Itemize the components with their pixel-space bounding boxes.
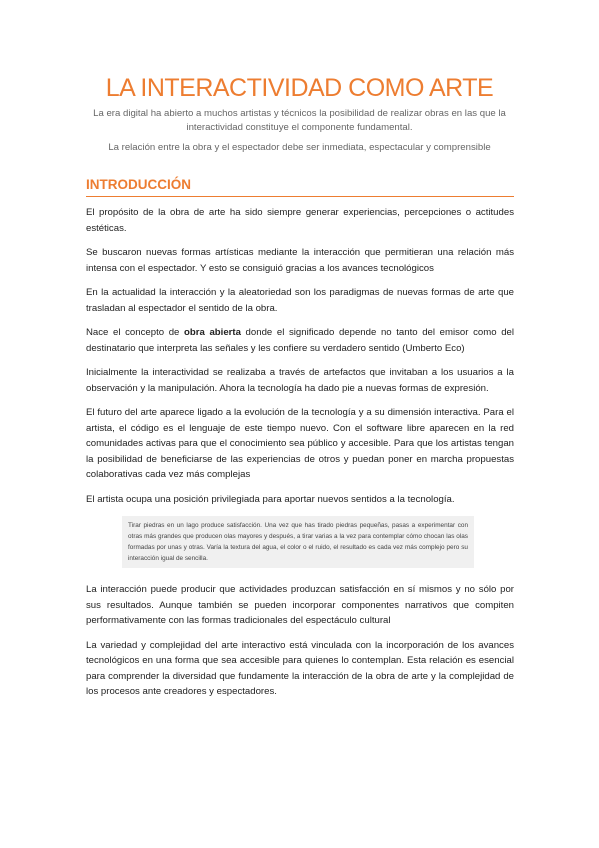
paragraph-9: La variedad y complejidad del arte interactivo está vinculada con la incorporación de los avances tecnológicos en una forma que sea accesible para quienes lo contemplan. Esta relación es esencial para comprender la diversidad que fundamente la interacción de la obra de arte y la complejidad de los procesos ante creadores y espectadores. — [86, 639, 514, 697]
section-divider — [86, 196, 514, 197]
paragraph-8: La interacción puede producir que actividades produzcan satisfacción en sí mismos y no sólo por sus resultados. Aunque también se pueden incorporar componentes narrativos que compiten performativamente con las formas tradicionales del espectáculo cultural — [86, 584, 514, 626]
section-heading: INTRODUCCIÓN — [86, 177, 191, 192]
paragraph-7: El artista ocupa una posición privilegiada para aportar nuevos sentidos a la tecnología. — [86, 493, 455, 505]
paragraph-4-end: donde el significado depende no tanto del emisor como del destinatario que interpreta las señales y les confiere su verdadero sentido (Umberto Eco) — [86, 327, 514, 354]
document-subtitle: La era digital ha abierto a muchos artistas y técnicos la posibilidad de realizar obras en las que la interactividad constituye el componente fundamental. — [93, 108, 506, 133]
paragraph-2: Se buscaron nuevas formas artísticas mediante la interacción que permitieran una relación más intensa con el espectador. Y esto se consiguió gracias a los avances tecnológicos — [86, 247, 514, 274]
paragraph-3: En la actualidad la interacción y la aleatoriedad son los paradigmas de nuevas formas de arte que trasladan al espectador el sentido de la obra. — [86, 287, 514, 314]
paragraph-1: El propósito de la obra de arte ha sido siempre generar experiencias, percepciones o actitudes estéticas. — [86, 207, 514, 234]
paragraph-4 — [86, 325, 514, 356]
quote-box: Tirar piedras en un lago produce satisfacción. Una vez que has tirado piedras pequeñas, pasas a experimentar con otras más grandes que producen olas mayores y después, a tirar varias a la vez para contemplar cómo chocan las olas formadas por unas y otras. Varía la textura del agua, el color o el ruido, el resultado es cada vez más complejo pero su interacción igual de sencilla. — [122, 516, 474, 568]
paragraph-6: El futuro del arte aparece ligado a la evolución de la tecnología y a su dimensión interactiva. Para el artista, el código es el lenguaje de este tiempo nuevo. Con el software libre aparecen en la red comunidades activas para que el conocimiento sea público y accesible. Para que los artistas tengan la posibilidad de beneficiarse de las experiencias de otros y puedan poner en marcha propuestas colaborativas cada vez más complejas — [86, 407, 514, 480]
document-tagline: La relación entre la obra y el espectador debe ser inmediata, espectacular y comprensible — [108, 142, 491, 153]
obra-abierta-term: obra abierta — [184, 327, 241, 338]
document-title: LA INTERACTIVIDAD COMO ARTE — [105, 74, 494, 102]
section-body — [86, 205, 514, 709]
paragraph-5: Inicialmente la interactividad se realizaba a través de artefactos que invitaban a los usuarios a la observación y la manipulación. Ahora la tecnología ha dado pie a nuevas formas de expresión. — [86, 367, 514, 394]
paragraph-4-start: Nace el concepto de — [86, 327, 185, 338]
